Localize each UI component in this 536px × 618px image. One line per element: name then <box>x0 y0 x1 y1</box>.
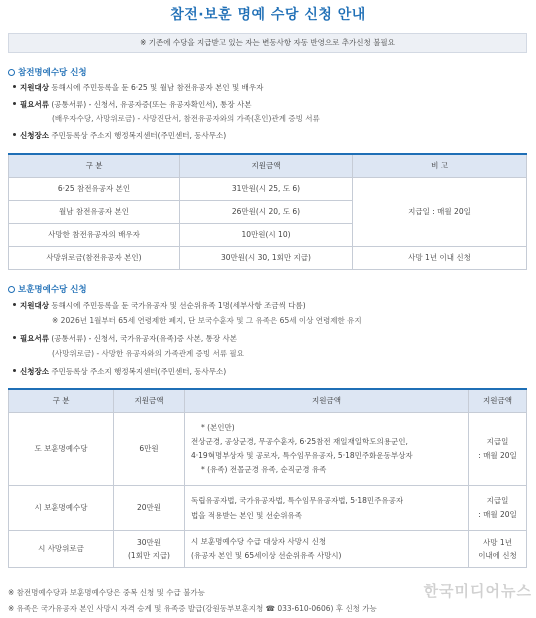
note-line: 이내에 신청 <box>478 550 517 560</box>
amount-line: (1회만 지급) <box>128 550 170 560</box>
table-cell: 10만원(시 10) <box>180 223 353 246</box>
pay-day-line: 지급일 <box>486 436 509 446</box>
watermark-logo: 한국미디어뉴스 <box>423 582 532 600</box>
target-label: 지원대상 <box>20 301 49 310</box>
table-cell: 사망한 참전유공자의 배우자 <box>9 223 180 246</box>
col-header: 비 고 <box>353 154 527 177</box>
table-cell: 26만원(시 20, 도 6) <box>180 200 353 223</box>
col-header: 지원금액 <box>469 389 527 412</box>
bullet-icon <box>13 85 16 88</box>
detail-line: * (본인만) <box>201 422 235 432</box>
target-line <box>13 300 306 311</box>
col-header: 지원금액 <box>114 389 185 412</box>
notice-box: ※ 기존에 수당을 지급받고 있는 자는 변동사항 자동 반영으로 추가신청 불필요 <box>8 33 527 53</box>
veteran-allowance-table <box>8 153 527 270</box>
place-text: 주민등록상 주소지 행정복지센터(주민센터, 동사무소) <box>51 131 227 140</box>
table-cell <box>469 412 527 485</box>
footer-note: ※ 참전명예수당과 보훈명예수당은 중복 신청 및 수급 불가능 <box>8 588 205 597</box>
target-text: 동해시에 주민등록을 둔 6·25 및 월남 참전유공자 본인 및 배우자 <box>51 83 264 92</box>
circle-bullet-icon <box>8 286 15 293</box>
place-line <box>13 130 226 141</box>
col-header: 구 분 <box>9 154 180 177</box>
docs-label: 필요서류 <box>20 334 49 343</box>
docs-line-2: (배우자수당, 사망위로금) - 사망진단서, 참전유공자와의 가족(혼인)관계 증빙 서류 <box>52 114 320 123</box>
section-title: 참전명예수당 신청 <box>18 68 87 78</box>
bullet-icon <box>13 369 16 372</box>
detail-line: 독립유공자법, 국가유공자법, 특수임무유공자법, 5·18민주유공자 <box>191 495 404 505</box>
amount-line: 30만원 <box>136 537 162 547</box>
footer-note: ※ 유족은 국가유공자 본인 사망시 자격 승계 및 유족증 발급(강원동부보훈지청 ☎ 033-610-0606) 후 신청 가능 <box>8 604 377 613</box>
table-cell: 시 사망위로금 <box>9 530 114 567</box>
docs-text: (공통서류) - 신청서, 유공자증(또는 유공자확인서), 통장 사본 <box>51 100 252 109</box>
docs-line <box>13 99 252 110</box>
table-cell: 시 보훈명예수당 <box>9 485 114 530</box>
detail-line: 법을 적용받는 본인 및 선순위유족 <box>191 510 302 520</box>
table-cell: 월남 참전유공자 본인 <box>9 200 180 223</box>
table-cell: 6·25 참전유공자 본인 <box>9 177 180 200</box>
table-cell: 도 보훈명예수당 <box>9 412 114 485</box>
pay-day-line: 지급일 <box>486 495 509 505</box>
docs-text: (공통서류) - 신청서, 국가유공자(유족)증 사본, 통장 사본 <box>51 334 238 343</box>
note-line: 사망 1년 <box>483 537 512 547</box>
place-line <box>13 366 226 377</box>
table-cell: 31만원(시 25, 도 6) <box>180 177 353 200</box>
table-cell <box>114 530 185 567</box>
section-title: 보훈명예수당 신청 <box>18 285 87 295</box>
table-cell-detail <box>185 412 469 485</box>
bullet-icon <box>13 102 16 105</box>
place-label: 신청장소 <box>20 367 49 376</box>
merit-allowance-table <box>8 388 527 568</box>
circle-bullet-icon <box>8 69 15 76</box>
target-text: 동해시에 주민등록을 둔 국가유공자 및 선순위유족 1명(세부사항 조금씩 다름) <box>51 301 306 310</box>
table-cell <box>469 485 527 530</box>
detail-line: (유공자 본인 및 65세이상 선순위유족 사망시) <box>191 550 342 560</box>
docs-label: 필요서류 <box>20 100 49 109</box>
table-cell <box>469 530 527 567</box>
table-cell-detail <box>185 530 469 567</box>
place-label: 신청장소 <box>20 131 49 140</box>
col-header: 지원금액 <box>185 389 469 412</box>
detail-line: 전상군경, 공상군경, 무공수훈자, 6·25참전 재일재일학도의용군인, <box>191 436 408 446</box>
section-heading-veteran <box>8 66 87 78</box>
table-cell-detail <box>185 485 469 530</box>
target-note: ※ 2026년 1월부터 65세 연령제한 폐지, 단 보국수훈자 및 그 유족은 65세 이상 연령제한 유지 <box>52 316 362 325</box>
detail-line: * (유족) 전몰군경 유족, 순직군경 유족 <box>201 464 327 474</box>
pay-day-line: : 매월 20일 <box>478 450 517 460</box>
table-cell: 사망 1년 이내 신청 <box>353 246 527 269</box>
bullet-icon <box>13 336 16 339</box>
bullet-icon <box>13 133 16 136</box>
section-heading-merit <box>8 283 87 295</box>
col-header: 구 분 <box>9 389 114 412</box>
page-title: 참전·보훈 명예 수당 신청 안내 <box>170 7 366 23</box>
docs-line-2: (사망위로금) - 사망한 유공자와의 가족관계 증빙 서류 필요 <box>52 349 244 358</box>
target-line <box>13 82 263 93</box>
table-cell: 20만원 <box>114 485 185 530</box>
target-label: 지원대상 <box>20 83 49 92</box>
table-cell: 30만원(시 30, 1회만 지급) <box>180 246 353 269</box>
table-cell: 지급일 : 매월 20일 <box>353 177 527 246</box>
col-header: 지원금액 <box>180 154 353 177</box>
docs-line <box>13 333 237 344</box>
place-text: 주민등록상 주소지 행정복지센터(주민센터, 동사무소) <box>51 367 227 376</box>
bullet-icon <box>13 303 16 306</box>
pay-day-line: : 매월 20일 <box>478 509 517 519</box>
table-cell: 6만원 <box>114 412 185 485</box>
detail-line: 4·19혁명부상자 및 공로자, 특수임무유공자, 5·18민주화운동부상자 <box>191 450 413 460</box>
table-cell: 사망위로금(참전유공자 본인) <box>9 246 180 269</box>
detail-line: 시 보훈명예수당 수급 대상자 사망시 신청 <box>191 536 327 546</box>
